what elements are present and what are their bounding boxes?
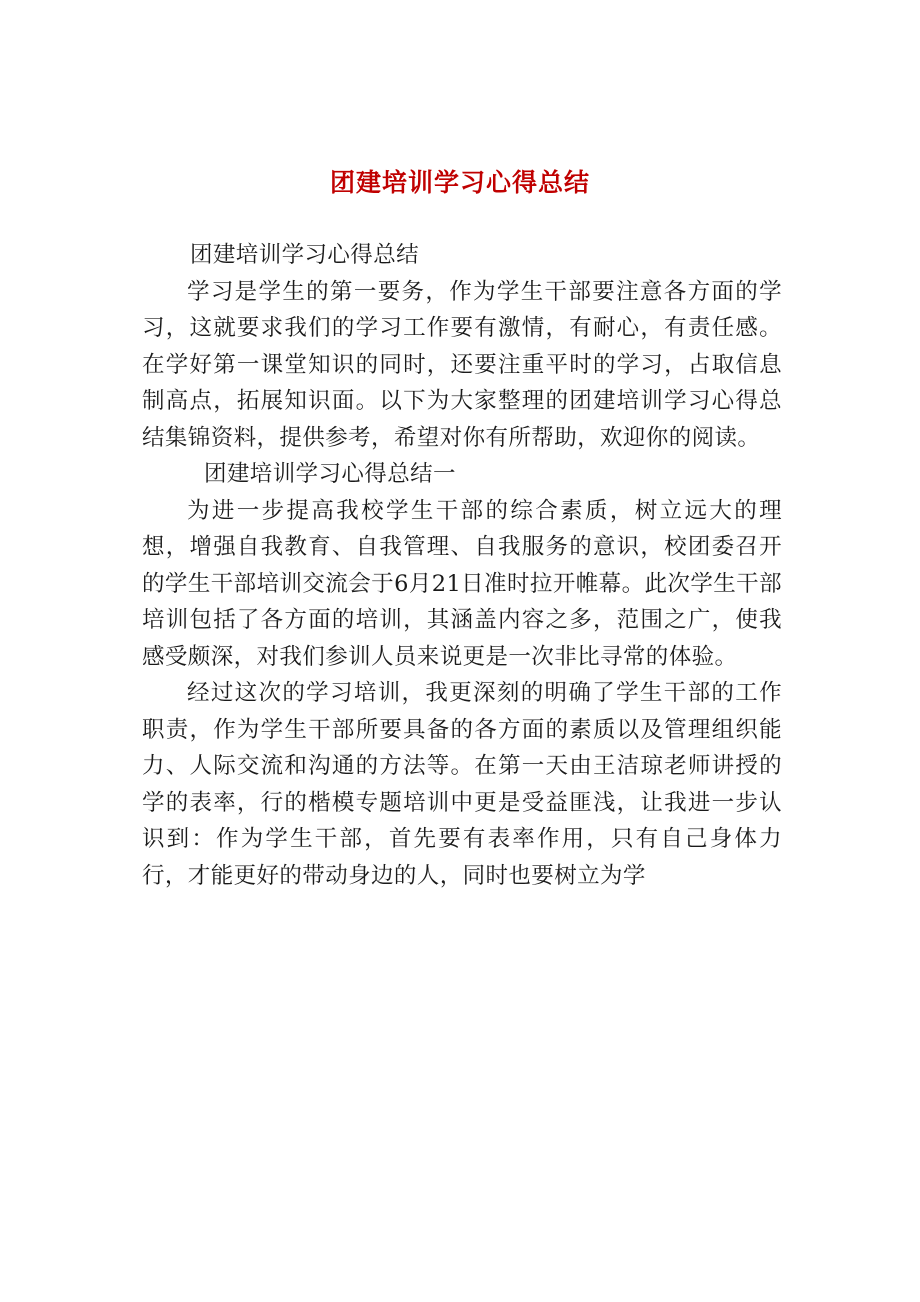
section-heading-1: 团建培训学习心得总结一 [204,461,456,487]
intro-heading: 团建培训学习心得总结 [190,242,420,268]
document-body [142,237,782,894]
document-title: 团建培训学习心得总结 [329,168,590,197]
body-paragraph-2: 经过这次的学习培训，我更深刻的明确了学生干部的工作职责，作为学生干部所要具备的各方面的素质以及管理组织能力、人际交流和沟通的方法等。在第一天由王洁琼老师讲授的学的表率，行的楷模专题培训中更是受益匪浅，让我进一步认识到：作为学生干部，首先要有表率作用，只有自己身体力行，才能更好的带动身边的人，同时也要树立为学 [142,680,782,889]
intro-paragraph: 学习是学生的第一要务，作为学生干部要注意各方面的学习，这就要求我们的学习工作要有激情，有耐心，有责任感。在学好第一课堂知识的同时，还要注重平时的学习，占取信息制高点，拓展知识面。以下为大家整理的团建培训学习心得总结集锦资料，提供参考，希望对你有所帮助，欢迎你的阅读。 [142,278,782,451]
body-paragraph-1: 为进一步提高我校学生干部的综合素质，树立远大的理想，增强自我教育、自我管理、自我服务的意识，校团委召开的学生干部培训交流会于6月21日准时拉开帷幕。此次学生干部培训包括了各方面的培训，其涵盖内容之多，范围之广，使我感受颇深，对我们参训人员来说更是一次非比寻常的体验。 [142,497,782,670]
